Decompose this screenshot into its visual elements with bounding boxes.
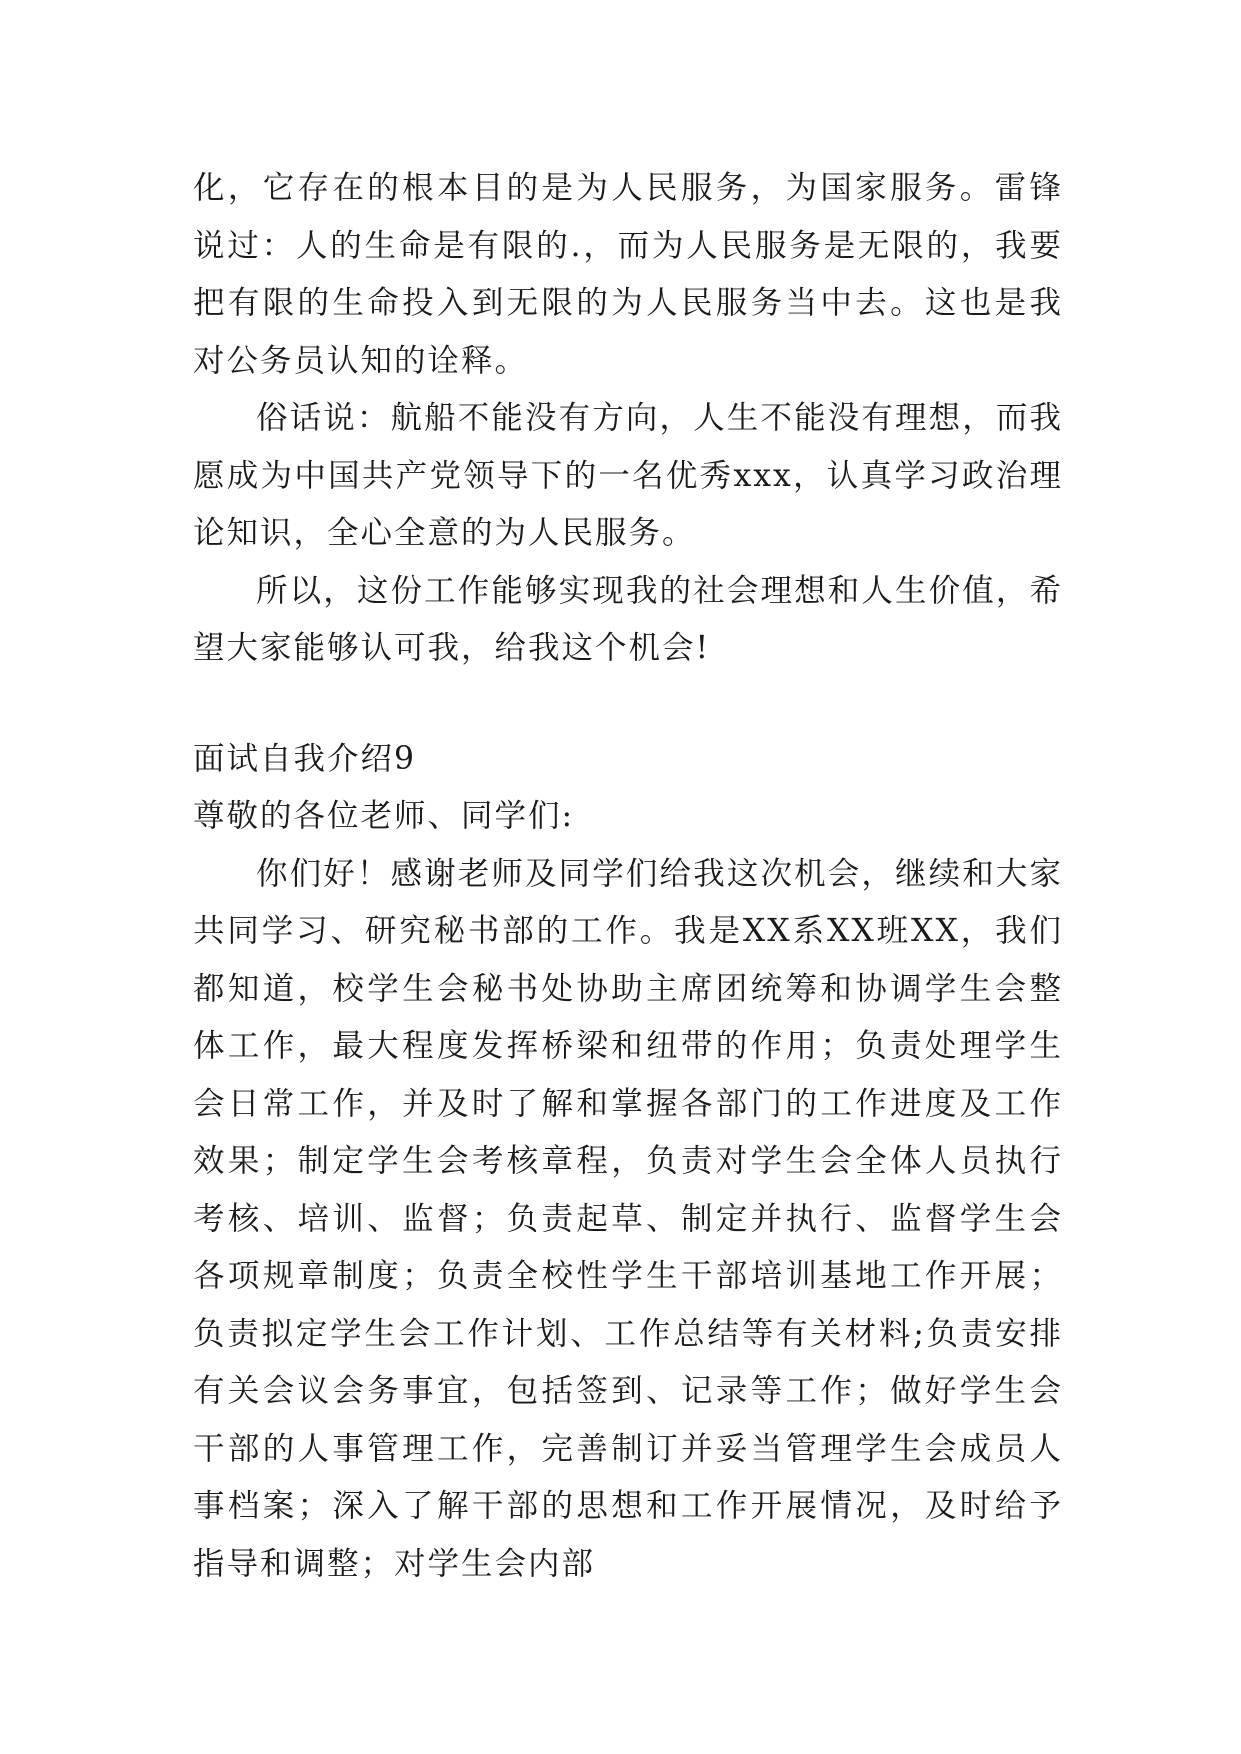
document-body — [193, 160, 1063, 1593]
salutation: 尊敬的各位老师、同学们: — [193, 798, 575, 834]
section-title: 面试自我介绍9 — [193, 740, 417, 777]
paragraph-public-servant: 化，它存在的根本目的是为人民服务，为国家服务。雷锋说过：人的生命是有限的.，而为人民服务是无限的，我要把有限的生命投入到无限的为人民服务当中去。这也是我对公务员认知的诠释。 — [193, 170, 1063, 379]
paragraph-conclusion: 所以，这份工作能够实现我的社会理想和人生价值，希望大家能够认可我，给我这个机会! — [193, 572, 1063, 666]
paragraph-introduction: 你们好！感谢老师及同学们给我这次机会，继续和大家共同学习、研究秘书部的工作。我是XX系XX班XX，我们都知道，校学生会秘书处协助主席团统筹和协调学生会整体工作，最大程度发挥桥梁和纽带的作用；负责处理学生会日常工作，并及时了解和掌握各部门的工作进度及工作效果；制定学生会考核章程，负责对学生会全体人员执行考核、培训、监督；负责起草、制定并执行、监督学生会各项规章制度；负责全校性学生干部培训基地工作开展；负责拟定学生会工作计划、工作总结等有关材料;负责安排有关会议会务事宜，包括签到、记录等工作；做好学生会干部的人事管理工作，完善制订并妥当管理学生会成员人事档案；深入了解干部的思想和工作开展情况，及时给予指导和调整；对学生会内部 — [193, 855, 1063, 1582]
paragraph-ideal: 俗话说：航船不能没有方向，人生不能没有理想，而我愿成为中国共产党领导下的一名优秀xxx，认真学习政治理论知识，全心全意的为人民服务。 — [193, 400, 1063, 551]
section-spacer — [193, 678, 1063, 731]
